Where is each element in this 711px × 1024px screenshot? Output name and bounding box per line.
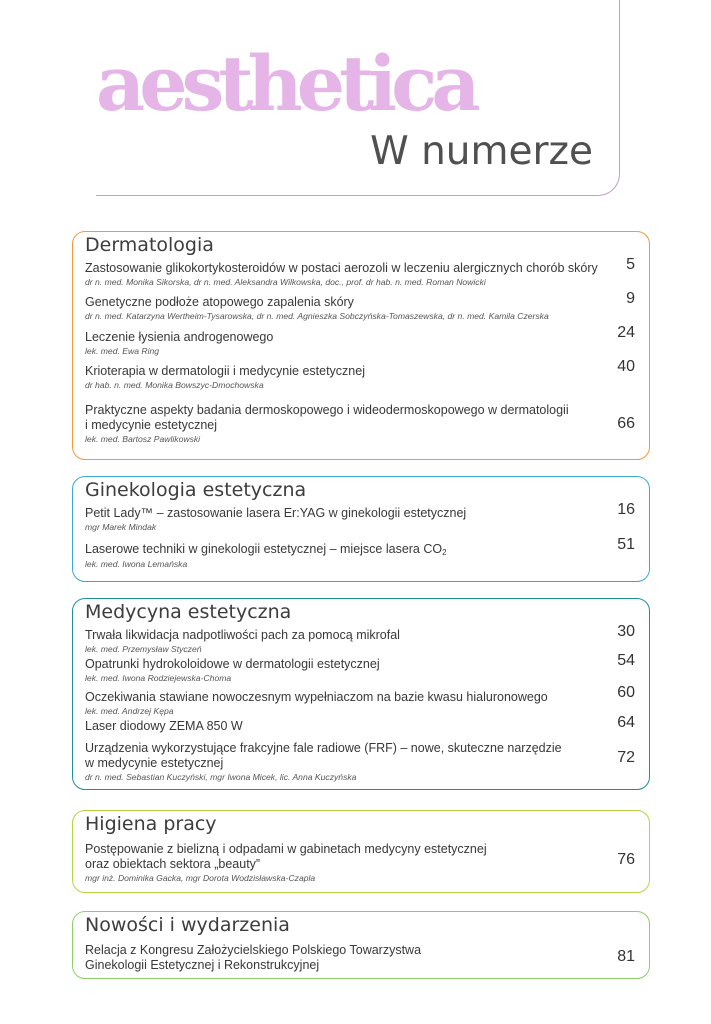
article-title-line2: i medycynie estetycznej [85, 418, 218, 432]
article-authors: dr n. med. Katarzyna Wertheim-Tysarowska, dr n. med. Agnieszka Sobczyńska-Tomaszewska, dr n. med. Kamila Czerska [85, 311, 549, 321]
section-title: Ginekologia estetyczna [85, 479, 307, 501]
toc-entry[interactable] [85, 623, 635, 655]
toc-entry[interactable] [85, 842, 635, 884]
article-title-line1: Urządzenia wykorzystujące frakcyjne fale radiowe (FRF) – nowe, skuteczne narzędzie [85, 741, 562, 755]
section-ginekologia-estetyczna [72, 476, 650, 582]
article-title-text: Laserowe techniki w ginekologii estetycznej – miejsce lasera CO [85, 542, 443, 556]
toc-entry[interactable] [85, 403, 635, 445]
page-number: 72 [617, 749, 635, 766]
page-number: 81 [617, 948, 635, 965]
magazine-logo: aesthetica [96, 39, 475, 128]
article-authors: dr n. med. Monika Sikorska, dr n. med. Aleksandra Wilkowska, doc., prof. dr hab. n. med. Roman Nowicki [85, 277, 486, 287]
article-authors: mgr Marek Mindak [85, 522, 157, 532]
subscript-two: 2 [442, 548, 447, 557]
page-number: 54 [617, 652, 635, 669]
article-title: Leczenie łysienia androgenowego [85, 330, 274, 344]
article-authors: lek. med. Bartosz Pawlikowski [85, 434, 201, 444]
page-title: W numerze [370, 129, 593, 174]
article-title-line1: Relacja z Kongresu Założycielskiego Polskiego Towarzystwa [85, 943, 422, 957]
section-title: Medycyna estetyczna [85, 601, 292, 623]
article-title-line2: oraz obiektach sektora „beauty” [85, 857, 261, 871]
toc-entry[interactable] [85, 741, 635, 783]
article-title-line2: w medycynie estetycznej [85, 756, 224, 770]
section-nowosci-i-wydarzenia [72, 911, 650, 979]
section-title: Higiena pracy [85, 813, 217, 835]
toc-entry[interactable] [85, 501, 635, 533]
article-authors: lek. med. Iwona Rodziejewska-Choma [85, 673, 232, 683]
article-authors: lek. med. Przemysław Styczeń [85, 644, 202, 654]
article-title-line2: Ginekologii Estetycznej i Rekonstrukcyjnej [85, 958, 320, 972]
article-title: Zastosowanie glikokortykosteroidów w postaci aerozoli w leczeniu alergicznych chorób skóry [85, 261, 598, 275]
toc-entry[interactable] [85, 324, 635, 357]
article-title [85, 542, 635, 558]
article-title: Opatrunki hydrokoloidowe w dermatologii estetycznej [85, 657, 380, 671]
article-title: Oczekiwania stawiane nowoczesnym wypełniaczom na bazie kwasu hialuronowego [85, 690, 548, 704]
article-authors: mgr inż. Dominika Gacka, mgr Dorota Wodzisławska-Czapla [85, 873, 316, 883]
page-number: 64 [617, 714, 635, 731]
article-authors: lek. med. Ewa Ring [85, 346, 160, 356]
section-title: Dermatologia [85, 234, 214, 256]
toc-entry[interactable] [85, 684, 635, 717]
article-title-line1: Praktyczne aspekty badania dermoskopowego i wideodermoskopowego w dermatologii [85, 403, 569, 417]
toc-entry[interactable] [85, 714, 635, 734]
toc-entry[interactable] [85, 536, 635, 570]
article-authors: dr n. med. Sebastian Kuczyński, mgr Iwona Micek, lic. Anna Kuczyńska [85, 772, 357, 782]
article-title: Trwała likwidacja nadpotliwości pach za pomocą mikrofal [85, 628, 400, 642]
page-number: 5 [626, 256, 635, 273]
page-number: 40 [617, 358, 635, 375]
toc-entry[interactable] [85, 652, 635, 684]
section-title: Nowości i wydarzenia [85, 914, 290, 936]
section-medycyna-estetyczna [72, 598, 650, 790]
article-title: Krioterapia w dermatologii i medycynie estetycznej [85, 364, 365, 378]
page-number: 66 [617, 415, 635, 432]
page-number: 16 [617, 501, 635, 518]
article-authors: lek. med. Andrzej Kępa [85, 706, 174, 716]
article-title-line1: Postępowanie z bielizną i odpadami w gabinetach medycyny estetycznej [85, 842, 487, 856]
article-title: Laser diodowy ZEMA 850 W [85, 719, 243, 733]
page-number: 76 [617, 851, 635, 868]
article-title: Genetyczne podłoże atopowego zapalenia skóry [85, 295, 354, 309]
article-title: Petit Lady™ – zastosowanie lasera Er:YAG w ginekologii estetycznej [85, 506, 467, 520]
toc-entry[interactable] [85, 256, 635, 288]
article-authors: lek. med. Iwona Lemańska [85, 559, 188, 569]
article-authors: dr hab. n. med. Monika Bowszyc-Dmochowska [85, 380, 264, 390]
toc-entry[interactable] [85, 290, 635, 322]
page-number: 60 [617, 684, 635, 701]
toc-entry[interactable] [85, 358, 635, 391]
section-dermatologia [72, 231, 650, 460]
toc-entry[interactable] [85, 943, 635, 973]
page-number: 30 [617, 623, 635, 640]
page-number: 51 [617, 536, 635, 553]
section-higiena-pracy [72, 810, 650, 893]
page-number: 9 [626, 290, 635, 307]
page-number: 24 [617, 324, 635, 341]
